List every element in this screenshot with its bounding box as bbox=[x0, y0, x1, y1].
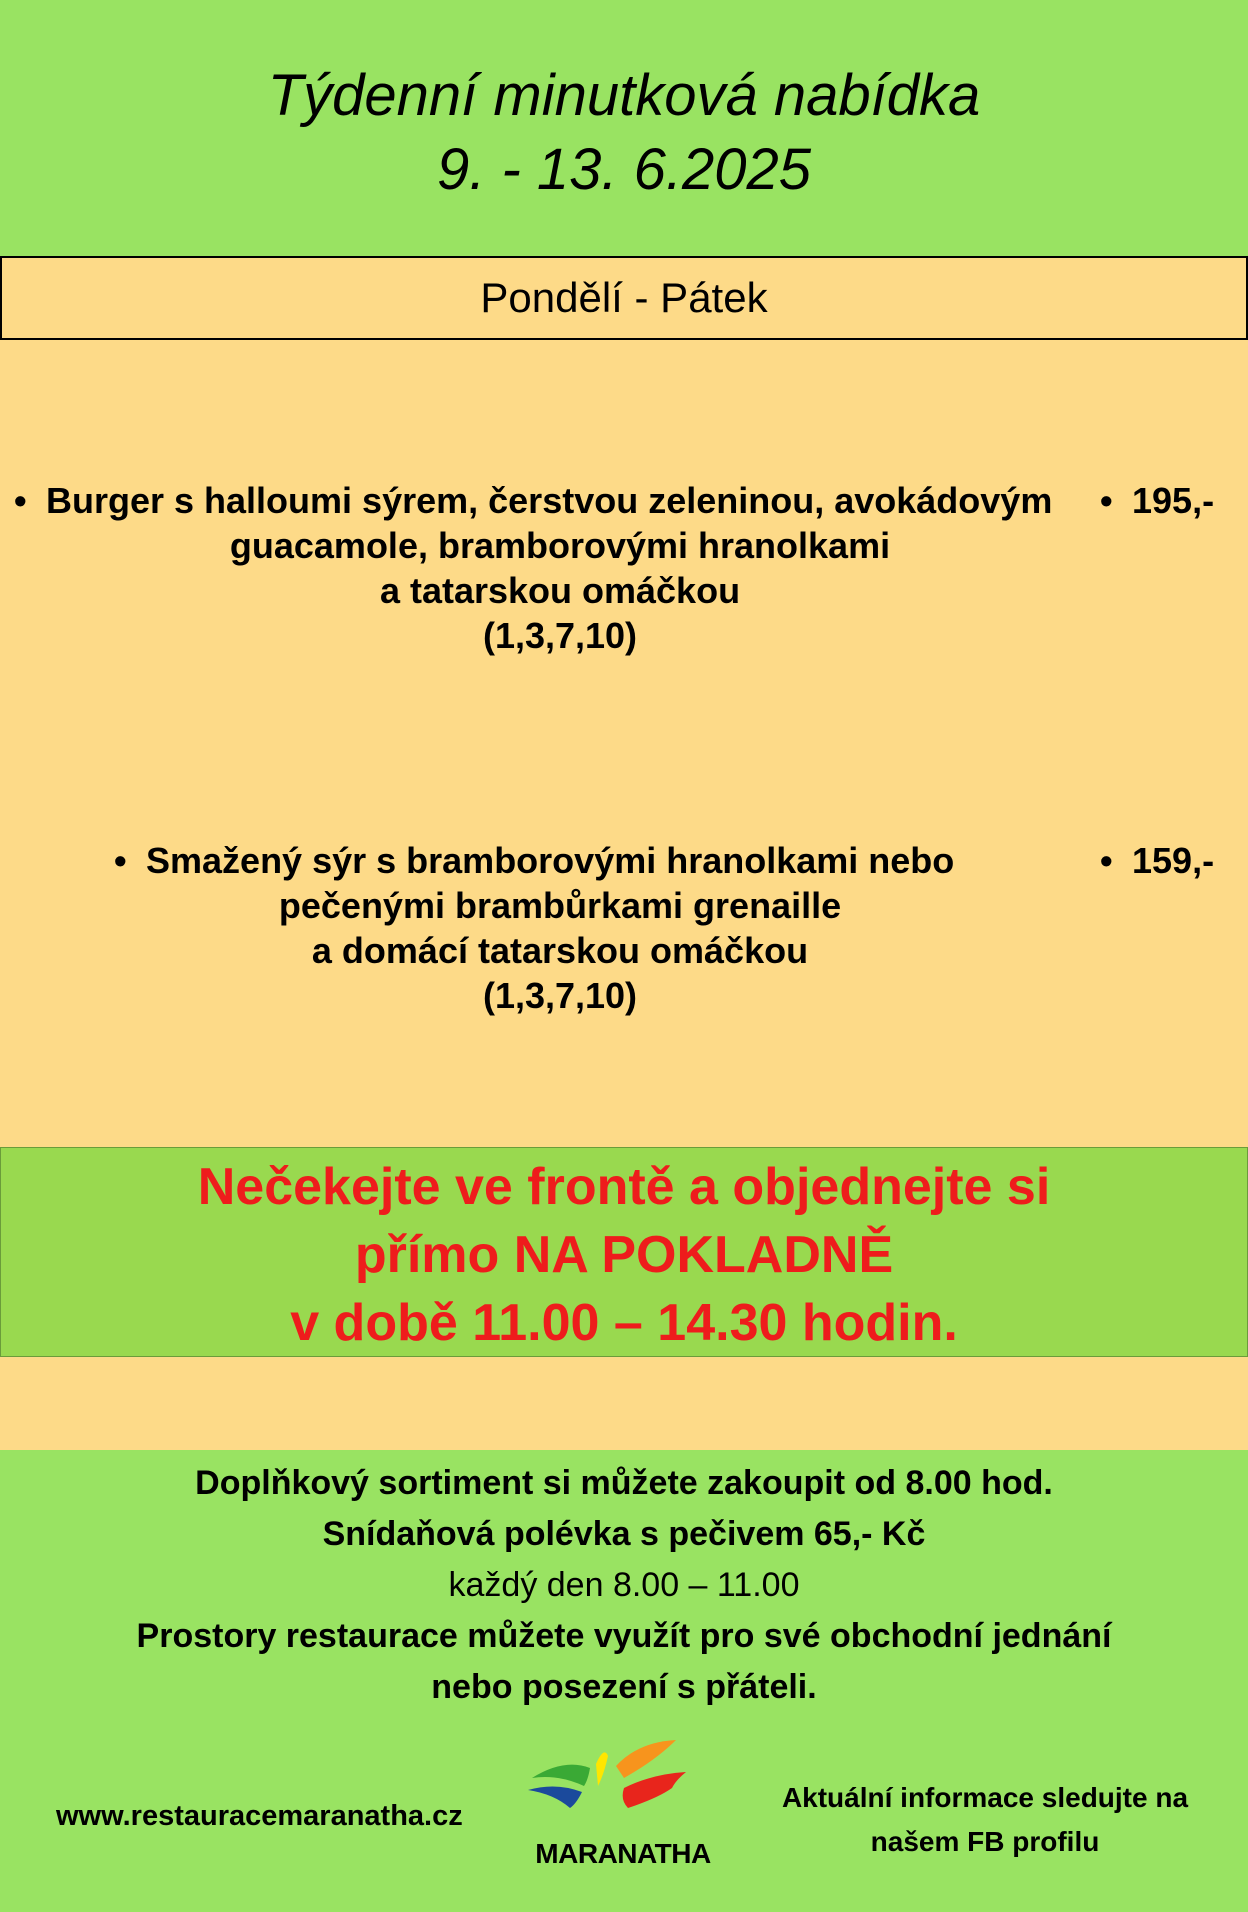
footer-line: Doplňkový sortiment si můžete zakoupit od 8.00 hod. bbox=[195, 1464, 1053, 1502]
footer-line: Snídaňová polévka s pečivem 65,- Kč bbox=[322, 1515, 926, 1553]
order-notice-line: Nečekejte ve frontě a objednejte si bbox=[197, 1158, 1051, 1216]
website-link[interactable]: www.restauracemaranatha.cz bbox=[56, 1800, 463, 1832]
facebook-note bbox=[750, 1776, 1220, 1864]
facebook-note-line: Aktuální informace sledujte na bbox=[781, 1782, 1189, 1813]
menu-item bbox=[0, 478, 1248, 678]
menu-item-line: guacamole, bramborovými hranolkami bbox=[229, 525, 891, 566]
header bbox=[0, 0, 1248, 256]
menu-item-description bbox=[140, 838, 980, 1018]
footer-line: nebo posezení s přáteli. bbox=[431, 1668, 817, 1706]
footer bbox=[0, 1450, 1248, 1912]
order-notice bbox=[0, 1147, 1248, 1357]
menu-item-line: Burger s halloumi sýrem, čerstvou zeleninou, avokádovým bbox=[46, 480, 1053, 521]
facebook-note-line: našem FB profilu bbox=[870, 1826, 1100, 1857]
menu-item-line: pečenými brambůrkami grenaille bbox=[278, 885, 842, 926]
menu-item-line: a domácí tatarskou omáčkou bbox=[311, 930, 809, 971]
menu-item-price: 159,- bbox=[1132, 840, 1215, 881]
date-range: 9. - 13. 6.2025 bbox=[436, 137, 812, 202]
menu-item-description bbox=[40, 478, 1080, 658]
bullet-icon: • bbox=[1100, 840, 1113, 881]
footer-info bbox=[0, 1458, 1248, 1713]
maranatha-logo bbox=[528, 1738, 728, 1878]
menu-item-allergens: (1,3,7,10) bbox=[482, 615, 638, 656]
menu-item-allergens: (1,3,7,10) bbox=[482, 975, 638, 1016]
bullet-icon: • bbox=[1100, 480, 1113, 521]
logo-icon bbox=[528, 1738, 718, 1838]
menu-item-line: Smažený sýr s bramborovými hranolkami nebo bbox=[146, 840, 955, 881]
page-title: Týdenní minutková nabídka bbox=[267, 63, 981, 128]
days-bar: Pondělí - Pátek bbox=[0, 256, 1248, 340]
bullet-icon: • bbox=[14, 480, 27, 521]
bullet-icon: • bbox=[114, 840, 127, 881]
menu-item-line: a tatarskou omáčkou bbox=[379, 570, 741, 611]
footer-line: Prostory restaurace můžete využít pro své obchodní jednání bbox=[136, 1617, 1112, 1655]
order-notice-line: přímo NA POKLADNĚ bbox=[354, 1226, 894, 1284]
menu-item-price: 195,- bbox=[1132, 480, 1215, 521]
order-notice-line: v době 11.00 – 14.30 hodin. bbox=[290, 1294, 958, 1352]
menu-item bbox=[0, 838, 1248, 1038]
logo-text: MARANATHA bbox=[535, 1838, 711, 1869]
footer-line: každý den 8.00 – 11.00 bbox=[448, 1566, 800, 1604]
